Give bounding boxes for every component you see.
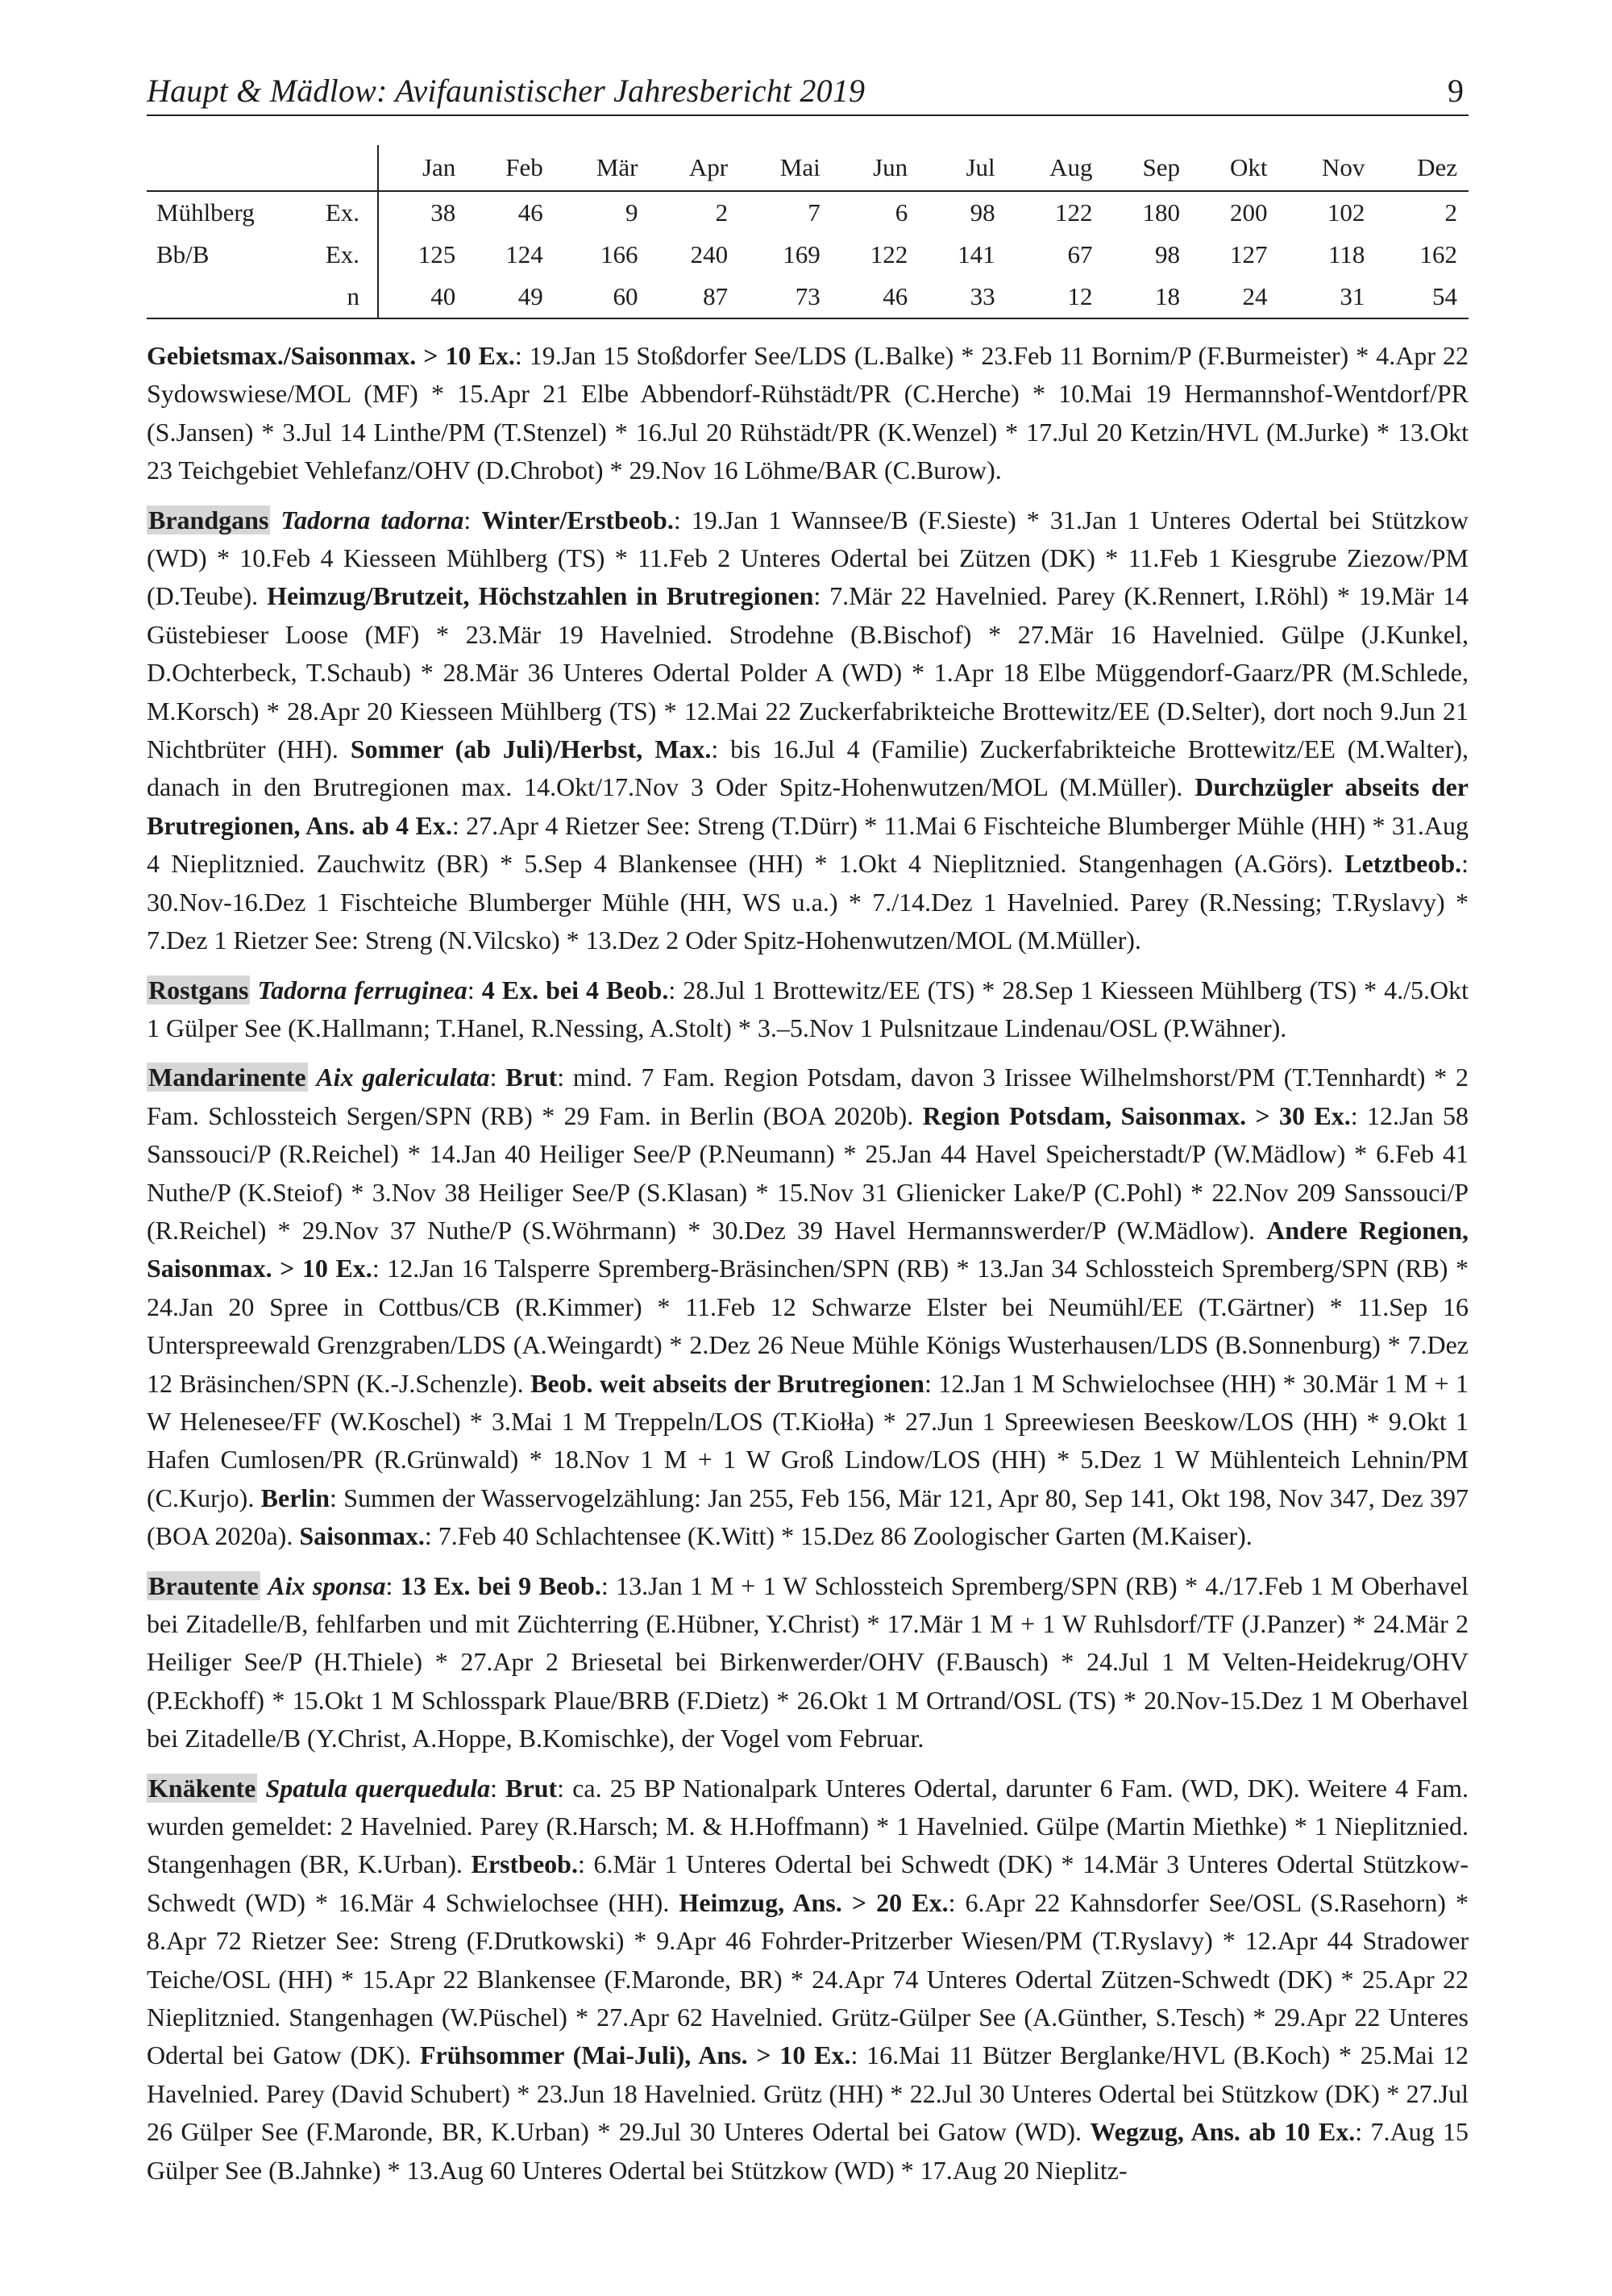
paragraph-text: : 12.Jan 1 M Schwielochsee (HH) * 30.Mär 1 M + 1 W Helenesee/FF (W.Koschel) * 3.Mai 1 M Treppeln/LOS (T.Kiołła) * 27.Jun 1 Spreewiesen Beeskow/LOS (HH) * 9.Okt 1 Hafen Cumlosen/PR (R.Grünwald) * 18.Nov 1 M + 1 W Groß Lindow/LOS (HH) * 5.Dez 1 W Mühlenteich Lehnin/PM (C.Kurjo). — [147, 1368, 1469, 1512]
value-cell: 124 — [505, 240, 543, 268]
value-cell: 31 — [1340, 282, 1365, 310]
paragraph-text: : Summen der Wasservogelzählung: Jan 255, Feb 156, Mär 121, Apr 80, Sep 141, Okt 198, Nov 347, Dez 397 (BOA 2020a). — [147, 1483, 1469, 1551]
paragraph-text: : 28.Jul 1 Brottewitz/EE (TS) * 28.Sep 1 Kiesseen Mühlberg (TS) * 4./5.Okt 1 Gülper See (K.Hallmann; T.Hanel, R.Nessing, A.Stolt) * 3.–5.Nov 1 Pulsnitzaue Lindenau/OSL (P.Wähner). — [147, 975, 1469, 1042]
value-cell: 49 — [517, 282, 543, 310]
species-accounts — [147, 337, 1469, 2201]
header-blank — [147, 145, 305, 191]
value-cell: 118 — [1327, 240, 1365, 268]
value-cell: 102 — [1327, 198, 1365, 227]
paragraph-text: : — [490, 1773, 506, 1803]
paragraph-text: : 6.Mär 1 Unteres Odertal bei Schwedt (DK) * 14.Mär 3 Unteres Odertal Stützkow-Schwedt (WD) * 16.Mär 4 Schwielochsee (HH). — [147, 1849, 1469, 1917]
table-row — [147, 276, 1469, 318]
species-name: Mandarinente — [148, 1063, 306, 1092]
month-header: Jan — [378, 145, 467, 191]
species-paragraph — [147, 337, 1469, 490]
species-name: Brautente — [148, 1570, 259, 1600]
table-row — [147, 234, 1469, 276]
species-name: Knäkente — [148, 1773, 256, 1803]
value-cell: 46 — [517, 198, 543, 227]
value-cell: 2 — [1444, 198, 1457, 227]
unit-cell: Ex. — [325, 240, 359, 268]
section-label: Brut — [505, 1773, 558, 1803]
monthly-counts-table — [147, 145, 1469, 319]
month-header: Sep — [1142, 153, 1180, 181]
paragraph-text: : ca. 25 BP Nationalpark Unteres Odertal, darunter 6 Fam. (WD, DK). Weitere 4 Fam. wurden gemeldet: 2 Havelnied. Parey (R.Harsch; M. & H.Hoffmann) * 1 Havelnied. Gülpe (Martin Miethke) * 1 Nieplitznied. Stangenhagen (BR, K.Urban). — [147, 1773, 1469, 1879]
paragraph-text: : 30.Nov-16.Dez 1 Fischteiche Blumberger Mühle (HH, WS u.a.) * 7./14.Dez 1 Havelnied. Parey (R.Nessing; T.Ryslavy) * 7.Dez 1 Rietzer See: Streng (N.Vilcsko) * 13.Dez 2 Oder Spitz-Hohenwutzen/MOL (M.Müller). — [147, 849, 1469, 955]
section-label: Sommer (ab Juli)/Herbst, Max. — [350, 734, 712, 764]
paragraph-text: : 7.Aug 15 Gülper See (B.Jahnke) * 13.Aug 60 Unteres Odertal bei Stützkow (WD) * 17.Aug 20 Nieplitz- — [147, 2117, 1469, 2185]
unit-cell: n — [347, 282, 359, 310]
species-paragraph — [147, 501, 1469, 960]
scientific-name: Tadorna tadorna — [280, 505, 464, 534]
value-cell: 6 — [895, 198, 908, 227]
paragraph-text: : 16.Mai 11 Bützer Berglanke/HVL (B.Koch) * 25.Mai 12 Havelnied. Parey (David Schubert) * 23.Jun 18 Havelnied. Grütz (HH) * 22.Jul 30 Unteres Odertal bei Stützkow (DK) * 27.Jul 26 Gülper See (F.Maronde, BR, K.Urban) * 29.Jul 30 Unteres Odertal bei Gatow (WD). — [147, 2040, 1469, 2147]
region-cell: Bb/B — [156, 240, 210, 268]
species-name: Rostgans — [148, 975, 249, 1004]
section-label: Wegzug, Ans. ab 10 Ex. — [1090, 2117, 1356, 2147]
paragraph-text: : 7.Feb 40 Schlachtensee (K.Witt) * 15.Dez 86 Zoologischer Garten (M.Kaiser). — [424, 1521, 1253, 1551]
species-name: Brandgans — [148, 505, 269, 534]
paragraph-text — [308, 1063, 317, 1092]
section-label: Frühsommer (Mai-Juli), Ans. > 10 Ex. — [419, 2040, 851, 2070]
paragraph-text: : mind. 7 Fam. Region Potsdam, davon 3 Irissee Wilhelmshorst/PM (T.Tennhardt) * 2 Fam. Schlossteich Sergen/SPN (RB) * 29 Fam. in Berlin (BOA 2020b). — [147, 1063, 1469, 1130]
value-cell: 18 — [1155, 282, 1180, 310]
section-label: Saisonmax. — [299, 1521, 425, 1551]
section-label: Beob. weit abseits der Brutregionen — [530, 1368, 924, 1398]
value-cell: 7 — [808, 198, 821, 227]
paragraph-text: : 7.Mär 22 Havelnied. Parey (K.Rennert, I.Röhl) * 19.Mär 14 Güstebieser Loose (MF) * 23.Mär 19 Havelnied. Strodehne (B.Bischof) * 27.Mär 16 Havelnied. Gülpe (J.Kunkel, D.Ochterbeck, T.Schaub) * 28.Mär 36 Unteres Odertal Polder A (WD) * 1.Apr 18 Elbe Müggendorf-Gaarz/PR (M.Schlede, M.Korsch) * 28.Apr 20 Kiesseen Mühlberg (TS) * 12.Mai 22 Zuckerfabrikteiche Brottewitz/EE (D.Selter), dort noch 9.Jun 21 Nichtbrüter (HH). — [147, 581, 1469, 764]
table-row — [147, 191, 1469, 234]
section-label: Heimzug/Brutzeit, Höchstzahlen in Brutregionen — [267, 581, 814, 611]
month-header: Aug — [1049, 153, 1093, 181]
value-cell: 67 — [1067, 240, 1093, 268]
value-cell: 125 — [378, 234, 467, 276]
scientific-name: Aix sponsa — [268, 1570, 386, 1600]
value-cell: 166 — [600, 240, 638, 268]
species-paragraph — [147, 1770, 1469, 2190]
section-label: 13 Ex. bei 9 Beob. — [400, 1570, 601, 1600]
paragraph-text: : — [489, 1063, 506, 1092]
species-paragraph — [147, 1567, 1469, 1758]
value-cell: 87 — [703, 282, 729, 310]
value-cell: 122 — [870, 240, 908, 268]
month-header: Dez — [1417, 153, 1457, 181]
section-label: 4 Ex. bei 4 Beob. — [481, 975, 669, 1004]
value-cell: 141 — [958, 240, 995, 268]
paragraph-text: : — [467, 975, 482, 1004]
value-cell: 2 — [715, 198, 729, 227]
section-label: Brut — [505, 1063, 558, 1092]
value-cell: 162 — [1419, 240, 1457, 268]
value-cell: 40 — [378, 276, 467, 318]
species-paragraph — [147, 1059, 1469, 1555]
month-header: Jun — [873, 153, 908, 181]
month-header: Apr — [688, 153, 729, 181]
section-label: Region Potsdam, Saisonmax. > 30 Ex. — [922, 1100, 1351, 1130]
region-cell — [147, 276, 305, 318]
paragraph-text: : 13.Jan 1 M + 1 W Schlossteich Spremberg/SPN (RB) * 4./17.Feb 1 M Oberhavel bei Zitadelle/B, fehlfarben und mit Züchterring (E.Hübner, Y.Christ) * 17.Mär 1 M + 1 W Ruhlsdorf/TF (J.Panzer) * 24.Mär 2 Heiliger See/P (H.Thiele) * 27.Apr 2 Briesetal bei Birkenwerder/OHV (F.Bausch) * 24.Jul 1 M Velten-Heidekrug/OHV (P.Eckhoff) * 15.Okt 1 M Schlosspark Plaue/BRB (F.Dietz) * 26.Okt 1 M Ortrand/OSL (TS) * 20.Nov-15.Dez 1 M Oberhavel bei Zitadelle/B (Y.Christ, A.Hoppe, B.Komischke), der Vogel vom Februar. — [147, 1570, 1469, 1753]
paragraph-text: : 19.Jan 15 Stoßdorfer See/LDS (L.Balke) * 23.Feb 11 Bornim/P (F.Burmeister) * 4.Apr 22 Sydowswiese/MOL (MF) * 15.Apr 21 Elbe Abbendorf-Rühstädt/PR (C.Herche) * 10.Mai 19 Hermannshof-Wentdorf/PR (S.Jansen) * 3.Jul 14 Linthe/PM (T.Stenzel) * 16.Jul 20 Rühstädt/PR (K.Wenzel) * 17.Jul 20 Ketzin/HVL (M.Jurke) * 13.Okt 23 Teichgebiet Vehlefanz/OHV (D.Chrobot) * 29.Nov 16 Löhme/BAR (C.Burow). — [147, 341, 1469, 485]
running-header — [147, 66, 1469, 116]
value-cell: 127 — [1229, 240, 1268, 268]
value-cell: 122 — [1055, 198, 1093, 227]
scientific-name: Tadorna ferruginea — [257, 975, 467, 1004]
month-header: Okt — [1229, 153, 1268, 181]
value-cell: 33 — [970, 282, 995, 310]
month-header: Mai — [779, 153, 821, 181]
section-label: Gebietsmax./Saisonmax. > 10 Ex. — [147, 341, 515, 370]
value-cell: 38 — [378, 191, 467, 234]
scientific-name: Spatula querquedula — [265, 1773, 491, 1803]
value-cell: 98 — [1155, 240, 1180, 268]
value-cell: 9 — [625, 198, 638, 227]
paragraph-text — [257, 1774, 265, 1803]
value-cell: 12 — [1067, 282, 1093, 310]
month-header: Nov — [1321, 153, 1365, 181]
value-cell: 169 — [783, 240, 821, 268]
value-cell: 73 — [795, 282, 821, 310]
section-label: Andere Regionen, Saisonmax. > 10 Ex. — [147, 1215, 1469, 1283]
paragraph-text: : bis 16.Jul 4 (Familie) Zuckerfabrikteiche Brottewitz/EE (M.Walter), danach in den Brutregionen max. 14.Okt/17.Nov 3 Oder Spitz-Hohenwutzen/MOL (M.Müller). — [147, 734, 1469, 802]
month-header: Jul — [966, 153, 995, 181]
value-cell: 240 — [690, 240, 729, 268]
section-label: Heimzug, Ans. > 20 Ex. — [679, 1887, 949, 1917]
header-blank — [305, 145, 378, 191]
value-cell: 24 — [1242, 282, 1268, 310]
paragraph-text: : 12.Jan 58 Sanssouci/P (R.Reichel) * 14.Jan 40 Heiliger See/P (P.Neumann) * 25.Jan 44 Havel Speicherstadt/P (W.Mädlow) * 6.Feb 41 Nuthe/P (K.Steiof) * 3.Nov 38 Heiliger See/P (S.Klasan) * 15.Nov 31 Glienicker Lake/P (C.Pohl) * 22.Nov 209 Sanssouci/P (R.Reichel) * 29.Nov 37 Nuthe/P (S.Wöhrmann) * 30.Dez 39 Havel Hermannswerder/P (W.Mädlow). — [147, 1100, 1469, 1245]
unit-cell: Ex. — [325, 198, 359, 227]
table-header-row — [147, 145, 1469, 191]
value-cell: 180 — [1142, 198, 1180, 227]
value-cell: 46 — [883, 282, 908, 310]
value-cell: 200 — [1229, 198, 1268, 227]
paragraph-text: : 19.Jan 1 Wannsee/B (F.Sieste) * 31.Jan 1 Unteres Odertal bei Stützkow (WD) * 10.Feb 4 Kiesseen Mühlberg (TS) * 11.Feb 2 Unteres Odertal bei Zützen (DK) * 11.Feb 1 Kiesgrube Ziezow/PM (D.Teube). — [147, 505, 1469, 611]
section-label: Winter/Erstbeob. — [481, 505, 674, 534]
paragraph-text: : 12.Jan 16 Talsperre Spremberg-Bräsinchen/SPN (RB) * 13.Jan 34 Schlossteich Spremberg/SPN (RB) * 24.Jan 20 Spree in Cottbus/CB (R.Kimmer) * 11.Feb 12 Schwarze Elster bei Neumühl/EE (T.Gärtner) * 11.Sep 16 Unterspreewald Grenzgraben/LDS (A.Weingardt) * 2.Dez 26 Neue Mühle Königs Wusterhausen/LDS (B.Sonnenburg) * 7.Dez 12 Bräsinchen/SPN (K.-J.Schenzle). — [147, 1254, 1469, 1398]
paragraph-text: : 27.Apr 4 Rietzer See: Streng (T.Dürr) * 11.Mai 6 Fischteiche Blumberger Mühle (HH) * 31.Aug 4 Nieplitznied. Zauchwitz (BR) * 5.Sep 4 Blankensee (HH) * 1.Okt 4 Nieplitznied. Stangenhagen (A.Görs). — [147, 810, 1469, 879]
running-title: Haupt & Mädlow: Avifaunistischer Jahresbericht 2019 — [147, 73, 866, 109]
value-cell: 60 — [613, 282, 638, 310]
scientific-name: Aix galericulata — [316, 1063, 490, 1092]
value-cell: 54 — [1432, 282, 1457, 310]
section-label: Erstbeob. — [471, 1849, 578, 1879]
paragraph-text: : 6.Apr 22 Kahnsdorfer See/OSL (S.Rasehorn) * 8.Apr 72 Rietzer See: Streng (F.Drutkowski) * 9.Apr 46 Fohrder-Pritzerber Wiesen/PM (T.Ryslavy) * 12.Apr 44 Stradower Teiche/OSL (HH) * 15.Apr 22 Blankensee (F.Maronde, BR) * 24.Apr 74 Unteres Odertal Zützen-Schwedt (DK) * 25.Apr 22 Nieplitznied. Stangenhagen (W.Püschel) * 27.Apr 62 Havelnied. Grütz-Gülper See (A.Günther, S.Tesch) * 29.Apr 22 Unteres Odertal bei Gatow (DK). — [147, 1887, 1469, 2070]
paragraph-text — [270, 505, 280, 534]
paragraph-text: : — [385, 1570, 401, 1600]
species-paragraph — [147, 971, 1469, 1048]
month-header: Mär — [596, 153, 638, 181]
section-label: Letztbeob. — [1344, 849, 1462, 879]
month-header: Feb — [505, 153, 543, 181]
paragraph-text: : — [463, 505, 482, 534]
paragraph-text — [260, 1571, 268, 1600]
page-number: 9 — [1448, 73, 1464, 109]
region-cell: Mühlberg — [156, 198, 255, 227]
value-cell: 98 — [970, 198, 995, 227]
section-label: Durchzügler abseits der Brutregionen, Ans. ab 4 Ex. — [147, 772, 1469, 840]
section-label: Berlin — [260, 1483, 330, 1512]
